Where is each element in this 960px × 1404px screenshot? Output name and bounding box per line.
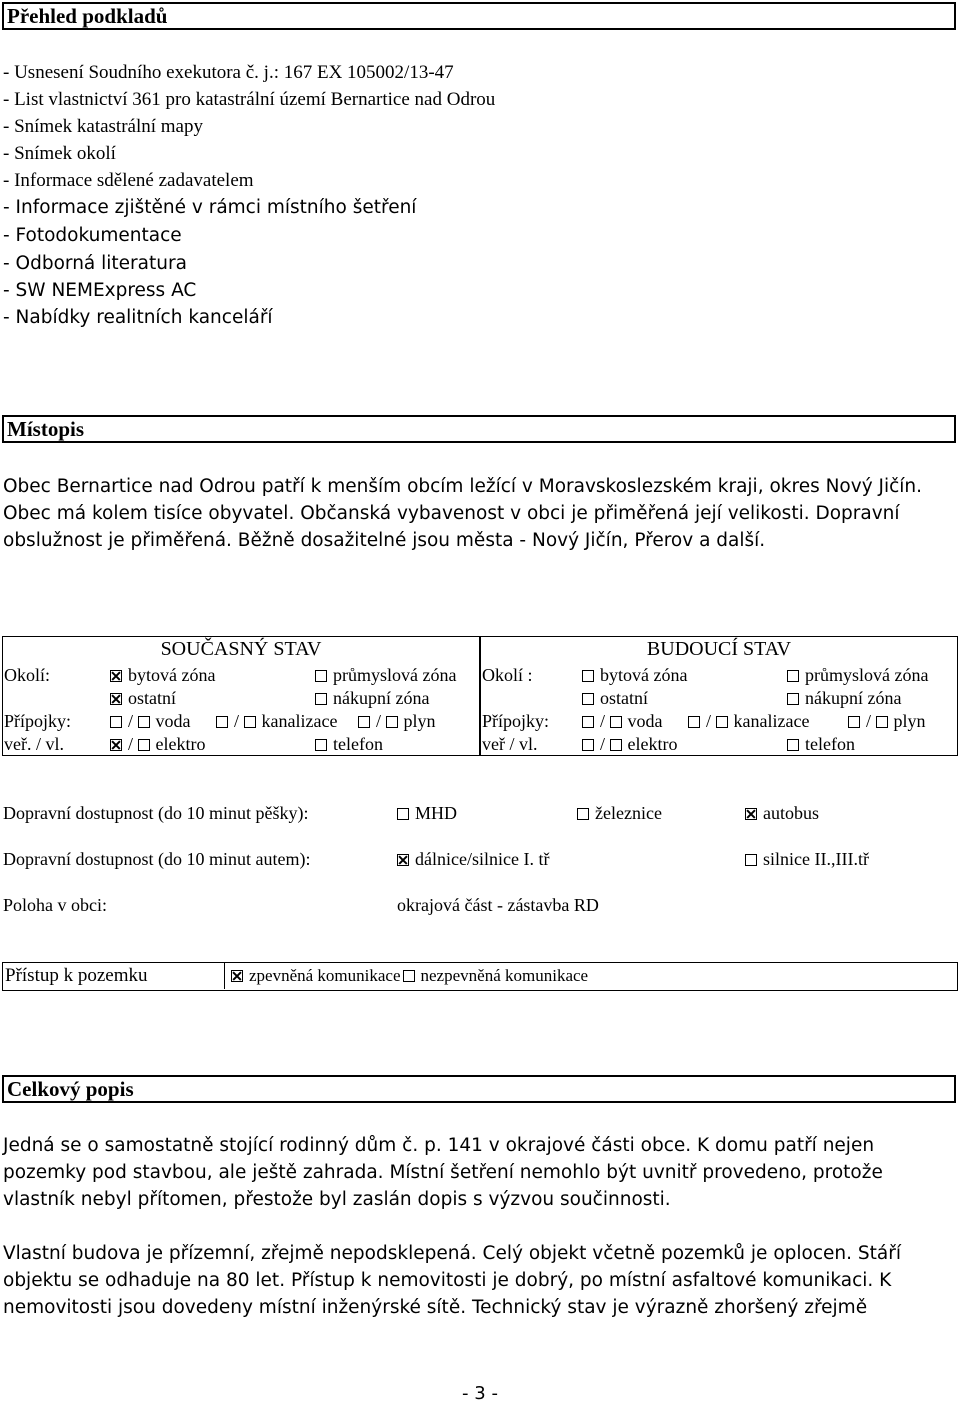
pripojky-label: Přípojky: [482,711,550,731]
checkbox-icon [315,670,327,682]
checkbox-icon [787,739,799,751]
list-item: - Nabídky realitních kanceláří [3,307,273,328]
dostupnost-autem-label: Dopravní dostupnost (do 10 minut autem): [3,849,311,869]
celkovy-popis-para-1: Jedná se o samostatně stojící rodinný dům č. p. 141 v okrajové části obce. K domu patří nejen pozemky pod stavbou, ale ještě zahrada. Místní šetření nemohlo být uvnitř provedeno, protože vlastník nebyl přítomen, přestože byl zaslán dopis s výzvou součinnosti. [3,1135,883,1210]
elektro-option: / elektro [582,733,678,755]
checked-checkbox-icon [397,854,409,866]
kanalizace-option: / kanalizace [216,710,337,732]
budouci-stav-title: BUDOUCÍ STAV [646,638,792,660]
list-item: - Odborná literatura [3,253,187,274]
zpevnena-label: zpevněná komunikace [249,966,401,985]
mistopis-heading: Místopis [2,415,956,443]
checkbox-icon [358,716,370,728]
celkovy-popis-heading: Celkový popis [2,1075,956,1103]
checkbox-icon [315,739,327,751]
okoli-label: Okolí: [4,665,51,685]
checkbox-icon [216,716,228,728]
plyn-option: / plyn [358,710,436,732]
telefon-option: telefon [315,733,383,755]
pristup-heading: Přístup k pozemku [3,963,225,989]
ostatni-option: ostatní [582,687,648,709]
list-item: - SW NEMExpress AC [3,280,197,301]
checkbox-icon [610,739,622,751]
checkbox-icon [582,716,594,728]
checkbox-icon [244,716,256,728]
checked-checkbox-icon [231,970,243,982]
elektro-option: / elektro [110,733,206,755]
silnice-option: silnice II.,III.tř [745,849,869,870]
checked-checkbox-icon [110,693,122,705]
checkbox-icon [688,716,700,728]
voda-option: / voda [110,710,191,732]
checkbox-icon [138,739,150,751]
kanalizace-option: / kanalizace [688,710,809,732]
checked-checkbox-icon [110,739,122,751]
checkbox-icon [397,808,409,820]
stav-table [2,636,958,756]
dostupnost-pesky-label: Dopravní dostupnost (do 10 minut pěšky): [3,803,309,823]
soucasny-stav-title: SOUČASNÝ STAV [160,638,322,660]
checkbox-icon [582,670,594,682]
checkbox-icon [315,693,327,705]
telefon-option: telefon [787,733,855,755]
pripojky-label: Přípojky: [4,711,72,731]
checkbox-icon [716,716,728,728]
page-number: - 3 - [462,1383,498,1404]
nakupni-zona-option: nákupní zóna [315,687,429,709]
mistopis-text: Obec Bernartice nad Odrou patří k menším obcím ležící v Moravskoslezském kraji, okres Nový Jičín. Obec má kolem tisíce obyvatel. Občanská vybavenost v obci je přiměřená její velikosti. Dopravní obslužnost je přiměřená. Běžně dosažitelné jsou města - Nový Jičín, Přerov a další. [3,476,923,551]
checkbox-icon [582,693,594,705]
prumyslova-zona-option: průmyslová zóna [787,664,928,686]
list-item: - Snímek okolí [3,143,116,164]
ostatni-option: ostatní [110,687,176,709]
list-item: - Informace zjištěné v rámci místního šetření [3,197,417,218]
checkbox-icon [787,670,799,682]
checkbox-icon [138,716,150,728]
plyn-option: / plyn [848,710,926,732]
list-item: - Usnesení Soudního exekutora č. j.: 167 EX 105002/13-47 [3,62,454,83]
checked-checkbox-icon [745,808,757,820]
list-item: - Informace sdělené zadavatelem [3,170,254,191]
celkovy-popis-para-2: Vlastní budova je přízemní, zřejmě nepodsklepená. Celý objekt včetně pozemků je oplocen. Stáří objektu se odhaduje na 80 let. Přístup k nemovitosti je dobrý, po místní asfaltové komunikaci. K nemovitosti jsou dovedeny místní inženýrské sítě. Technický stav je výrazně zhoršený zřejmě [3,1243,901,1318]
poloha-value: okrajová část - zástavba RD [397,895,599,915]
poloha-label: Poloha v obci: [3,895,107,915]
checkbox-icon [745,854,757,866]
bytova-zona-option: bytová zóna [110,664,215,686]
bytova-zona-option: bytová zóna [582,664,687,686]
podklady-heading: Přehled podkladů [2,2,956,30]
zeleznice-option: železnice [577,803,662,824]
pristup-options [231,965,588,987]
prumyslova-zona-option: průmyslová zóna [315,664,456,686]
checkbox-icon [848,716,860,728]
voda-option: / voda [582,710,663,732]
pristup-row [2,962,958,991]
list-item: - Snímek katastrální mapy [3,116,203,137]
autobus-option: autobus [745,803,819,824]
mhd-option: MHD [397,803,457,824]
checkbox-icon [110,716,122,728]
checkbox-icon [403,970,415,982]
nezpevnena-label: nezpevněná komunikace [420,966,589,985]
nakupni-zona-option: nákupní zóna [787,687,901,709]
okoli-label: Okolí : [482,665,533,685]
dalnice-option: dálnice/silnice I. tř [397,849,549,870]
checkbox-icon [386,716,398,728]
checkbox-icon [577,808,589,820]
checkbox-icon [787,693,799,705]
checkbox-icon [582,739,594,751]
ver-vl-label: veř / vl. [482,734,538,754]
list-item: - List vlastnictví 361 pro katastrální území Bernartice nad Odrou [3,89,496,110]
checked-checkbox-icon [110,670,122,682]
checkbox-icon [610,716,622,728]
list-item: - Fotodokumentace [3,225,182,246]
ver-vl-label: veř. / vl. [4,734,64,754]
checkbox-icon [876,716,888,728]
